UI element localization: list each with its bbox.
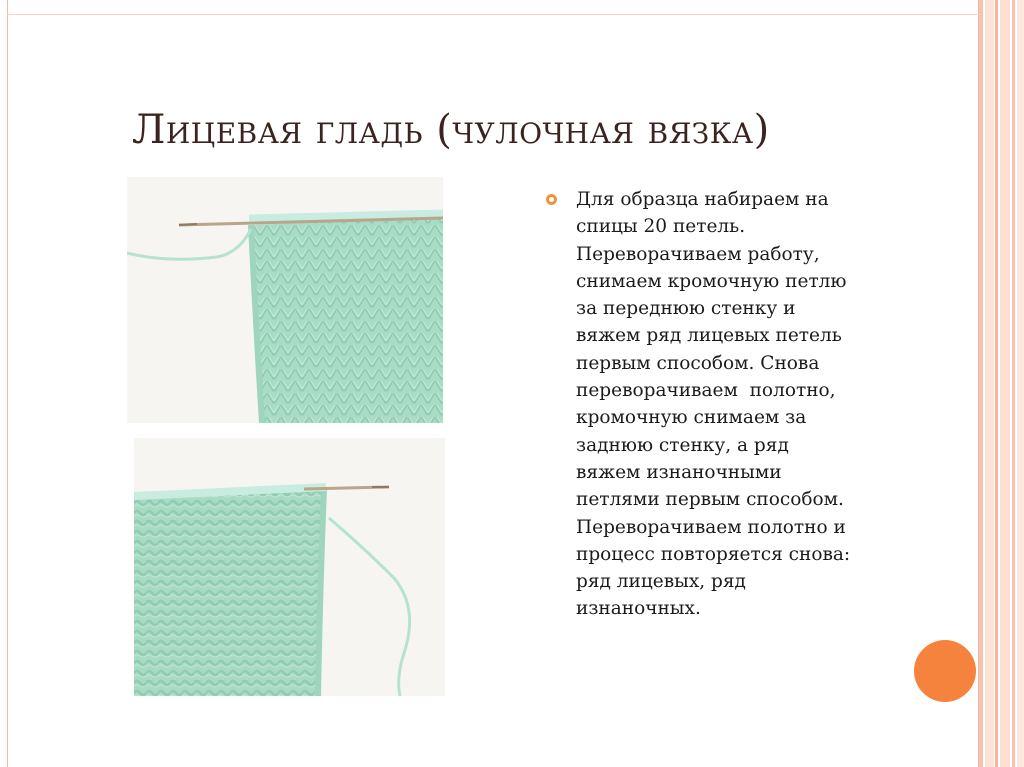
bullet-line: переворачиваем полотно,	[576, 380, 836, 402]
bullet-line: спицы 20 петель.	[576, 216, 746, 238]
orange-circle-decoration	[914, 640, 976, 702]
orange-ring-bullet-icon	[546, 194, 557, 205]
bullet-line: ряд лицевых, ряд	[576, 571, 746, 593]
bullet-line: петлями первым способом.	[576, 489, 844, 511]
stripe	[979, 0, 983, 767]
knitting-swatch-illustration	[134, 438, 445, 696]
bullet-line: первым способом. Снова	[576, 352, 820, 374]
bullet-line: за переднюю стенку и	[576, 298, 796, 320]
bullet-text	[576, 186, 886, 623]
bullet-line: вяжем изнаночными	[576, 461, 782, 483]
slide-top-rule	[7, 14, 979, 15]
knitting-swatch-illustration	[127, 177, 443, 423]
stripe	[1012, 0, 1015, 767]
bullet-line: заднюю стенку, а ряд	[576, 434, 789, 456]
stripe	[995, 0, 998, 767]
stripe	[1017, 0, 1024, 767]
knitting-photo-knit-side	[127, 177, 443, 423]
slide-title: Лицевая гладь (чулочная вязка)	[132, 107, 770, 153]
bullet-line: Переворачиваем работу,	[576, 243, 820, 265]
bullet-line: Для образца набираем на	[576, 189, 829, 210]
right-decorative-stripes	[979, 0, 1024, 767]
stripe	[1000, 0, 1010, 767]
bullet-line: вяжем ряд лицевых петель	[576, 325, 842, 347]
bullet-line: кромочную снимаем за	[576, 407, 807, 429]
bullet-line: процесс повторяется снова:	[576, 543, 851, 565]
bullet-line: снимаем кромочную петлю	[576, 270, 847, 292]
stripe	[985, 0, 994, 767]
bullet-item	[546, 186, 886, 623]
bullet-line: изнаночных.	[576, 598, 701, 620]
bullet-line: Переворачиваем полотно и	[576, 516, 846, 538]
knitting-photo-purl-side	[134, 438, 445, 696]
